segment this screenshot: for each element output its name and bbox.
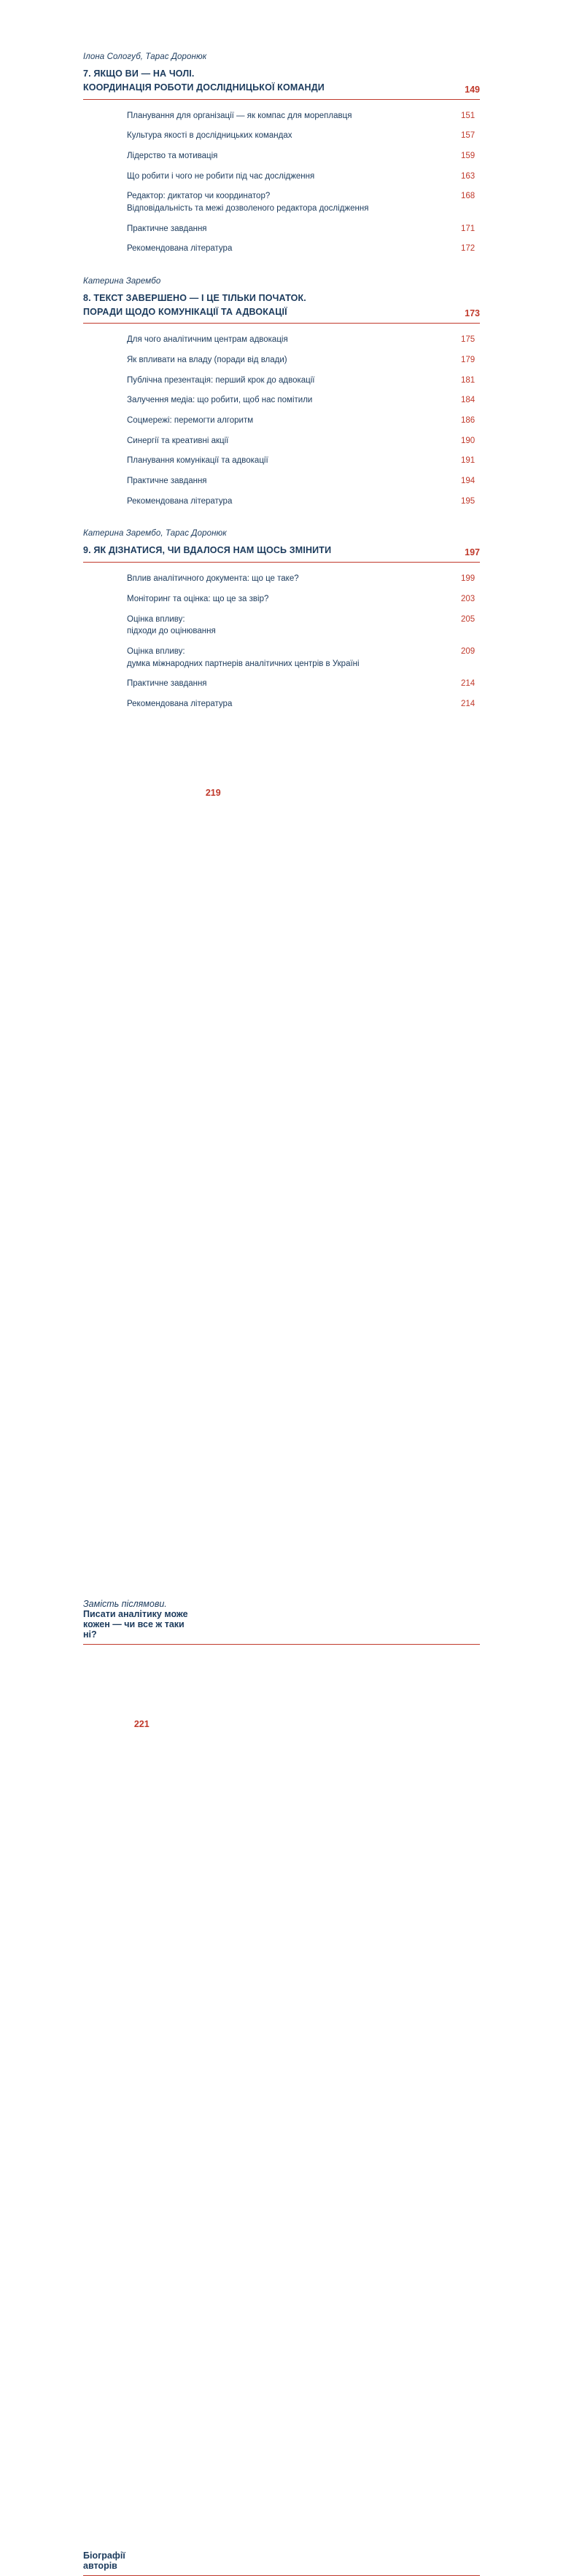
toc-entry-line-1: Для чого аналітичним центрам адвокація xyxy=(127,335,288,345)
chapter-title-line-2: ПОРАДИ ЩОДО КОМУНІКАЦІЇ ТА АДВОКАЦІЇ xyxy=(83,306,287,317)
toc-entry-page: 184 xyxy=(461,396,476,405)
toc-entry-line-1: Синергії та креативні акції xyxy=(127,436,229,445)
afterword-label-italic: Замість післямови. xyxy=(83,1598,167,1609)
chapter-block-9 xyxy=(83,529,480,710)
toc-entry-label xyxy=(127,190,368,214)
toc-entry-page: 190 xyxy=(461,436,476,445)
toc-entry-page: 181 xyxy=(461,375,476,385)
toc-entry[interactable] xyxy=(127,375,480,387)
chapter-title xyxy=(83,291,306,319)
toc-entry-page: 203 xyxy=(461,594,476,603)
toc-entry-label xyxy=(127,375,315,387)
toc-entry-line-2: Відповідальність та межі дозволеного редактора дослідження xyxy=(127,203,369,213)
toc-entry[interactable] xyxy=(127,678,480,690)
toc-entry-page: 186 xyxy=(461,416,476,426)
toc-entry-page: 214 xyxy=(461,699,476,708)
toc-entry-page: 214 xyxy=(461,679,476,689)
chapter-authors: Катерина Зарембо, Тарас Доронюк xyxy=(83,529,227,539)
toc-entry[interactable] xyxy=(127,593,480,606)
toc-entry-label xyxy=(127,573,299,585)
chapter-title-line-2: КООРДИНАЦІЯ РОБОТИ ДОСЛІДНИЦЬКОЇ КОМАНДИ xyxy=(83,82,325,93)
toc-entry-line-1: Планування комунікації та адвокації xyxy=(127,456,268,466)
toc-entry-line-1: Вплив аналітичного документа: що це таке? xyxy=(127,574,299,584)
toc-entry-line-1: Практичне завдання xyxy=(127,224,207,233)
toc-entry[interactable] xyxy=(127,130,480,142)
toc-entry-line-1: Публічна презентація: перший крок до адвокації xyxy=(127,375,315,385)
toc-entry-line-1: Рекомендована література xyxy=(127,244,233,254)
toc-entry[interactable] xyxy=(127,435,480,447)
chapter-block-7 xyxy=(83,52,480,255)
toc-entry-page: 151 xyxy=(461,111,476,120)
toc-entry-line-1: Планування для організації — як компас для мореплавця xyxy=(127,111,352,120)
toc-entry-line-1: Практичне завдання xyxy=(127,679,207,689)
toc-entry-line-1: Культура якості в дослідницьких командах xyxy=(127,131,292,141)
toc-entry-page: 157 xyxy=(461,131,476,141)
toc-entry-line-2: думка міжнародних партнерів аналітичних центрів в Україні xyxy=(127,659,360,668)
chapter-block-8 xyxy=(83,277,480,508)
toc-entry[interactable] xyxy=(127,394,480,407)
toc-entry-label xyxy=(127,435,228,447)
toc-entry-label xyxy=(127,243,232,255)
toc-entry[interactable] xyxy=(127,190,480,214)
toc-entry-label xyxy=(127,334,288,346)
toc-entry-label xyxy=(127,223,207,235)
toc-entry[interactable] xyxy=(127,223,480,235)
chapter-entries xyxy=(83,334,480,507)
toc-entry-page: 191 xyxy=(461,456,476,466)
toc-entry-line-1: Оцінка впливу: xyxy=(127,646,185,656)
toc-entry[interactable] xyxy=(127,698,480,710)
chapter-heading-row[interactable] xyxy=(83,544,480,563)
chapter-title xyxy=(83,544,331,557)
toc-entry[interactable] xyxy=(127,243,480,255)
toc-entry-page: 209 xyxy=(461,646,476,656)
toc-entry-page: 171 xyxy=(461,224,476,233)
toc-entry-page: 168 xyxy=(461,192,476,201)
toc-entry-page: 194 xyxy=(461,477,476,486)
toc-entry-label xyxy=(127,150,217,163)
toc-entry-label xyxy=(127,394,312,407)
toc-entry-page: 175 xyxy=(461,335,476,345)
chapter-authors: Катерина Зарембо xyxy=(83,276,161,286)
afterword-row[interactable] xyxy=(83,735,480,1645)
toc-entry-line-1: Як впливати на владу (поради від влади) xyxy=(127,356,287,365)
chapter-title-line-1: 8. ТЕКСТ ЗАВЕРШЕНО — І ЦЕ ТІЛЬКИ ПОЧАТОК. xyxy=(83,292,306,303)
chapter-page-number: 173 xyxy=(465,308,480,319)
chapter-entries xyxy=(83,110,480,255)
toc-entry[interactable] xyxy=(127,646,480,670)
afterword-label xyxy=(83,1599,197,1640)
toc-entry-label xyxy=(127,678,207,690)
toc-entry[interactable] xyxy=(127,496,480,508)
toc-entry[interactable] xyxy=(127,110,480,122)
chapter-title xyxy=(83,67,325,95)
toc-entry[interactable] xyxy=(127,475,480,488)
toc-entry-line-1: Практичне завдання xyxy=(127,477,207,486)
toc-entry-line-1: Моніторинг та оцінка: що це за звір? xyxy=(127,594,269,603)
toc-entry-label xyxy=(127,130,292,142)
toc-entry[interactable] xyxy=(127,455,480,467)
toc-entry-page: 195 xyxy=(461,496,476,506)
toc-entry-label xyxy=(127,110,352,122)
toc-entry[interactable] xyxy=(127,334,480,346)
toc-entry-label xyxy=(127,171,314,183)
toc-entry-page: 205 xyxy=(461,614,476,624)
toc-entry[interactable] xyxy=(127,573,480,585)
chapter-page-number: 197 xyxy=(465,547,480,558)
toc-entry-line-2: підходи до оцінювання xyxy=(127,627,216,636)
toc-entry[interactable] xyxy=(127,150,480,163)
toc-entry-label xyxy=(127,614,216,638)
toc-entry-page: 179 xyxy=(461,356,476,365)
toc-entry[interactable] xyxy=(127,171,480,183)
toc-entry-label xyxy=(127,455,268,467)
toc-entry-page: 172 xyxy=(461,244,476,254)
toc-entry-line-1: Що робити і чого не робити під час дослідження xyxy=(127,171,315,181)
toc-entry-label xyxy=(127,593,268,606)
chapter-entries xyxy=(83,573,480,710)
toc-entry-page: 159 xyxy=(461,151,476,160)
chapter-authors: Ілона Сологуб, Тарас Доронюк xyxy=(83,52,207,61)
toc-entry[interactable] xyxy=(127,354,480,367)
chapter-heading-row[interactable] xyxy=(83,67,480,100)
toc-entry-line-1: Рекомендована література xyxy=(127,699,233,708)
toc-entry[interactable] xyxy=(127,614,480,638)
toc-entry-line-1: Соцмережі: перемогти алгоритм xyxy=(127,416,254,426)
toc-entry-page: 163 xyxy=(461,171,476,181)
toc-entry-label xyxy=(127,698,232,710)
toc-entry-line-1: Редактор: диктатор чи координатор? xyxy=(127,192,271,201)
afterword-label-bold: Писати аналітику може кожен — чи все ж таки ні? xyxy=(83,1608,188,1640)
toc-entry-page: 199 xyxy=(461,574,476,584)
biographies-label: Біографії авторів xyxy=(83,2550,125,2571)
toc-entry-label xyxy=(127,496,232,508)
biographies-page-number: 221 xyxy=(133,1718,150,1729)
afterword-page-number: 219 xyxy=(205,787,221,798)
toc-entry-line-1: Рекомендована література xyxy=(127,496,233,506)
toc-entry-label xyxy=(127,415,253,427)
toc-entry[interactable] xyxy=(127,415,480,427)
toc-entry-label xyxy=(127,475,207,488)
biographies-row[interactable] xyxy=(83,1667,480,2576)
toc-entry-line-1: Залучення медіа: що робити, щоб нас помітили xyxy=(127,396,313,405)
toc-entry-label xyxy=(127,646,360,670)
toc-entry-line-1: Лідерство та мотивація xyxy=(127,151,218,160)
chapter-title-line-1: 7. ЯКЩО ВИ — НА ЧОЛІ. xyxy=(83,68,195,79)
toc-entry-label xyxy=(127,354,287,367)
chapter-heading-row[interactable] xyxy=(83,291,480,324)
chapter-title-line-1: 9. ЯК ДІЗНАТИСЯ, ЧИ ВДАЛОСЯ НАМ ЩОСЬ ЗМІНИТИ xyxy=(83,545,332,556)
chapter-page-number: 149 xyxy=(465,84,480,95)
toc-entry-line-1: Оцінка впливу: xyxy=(127,614,185,624)
